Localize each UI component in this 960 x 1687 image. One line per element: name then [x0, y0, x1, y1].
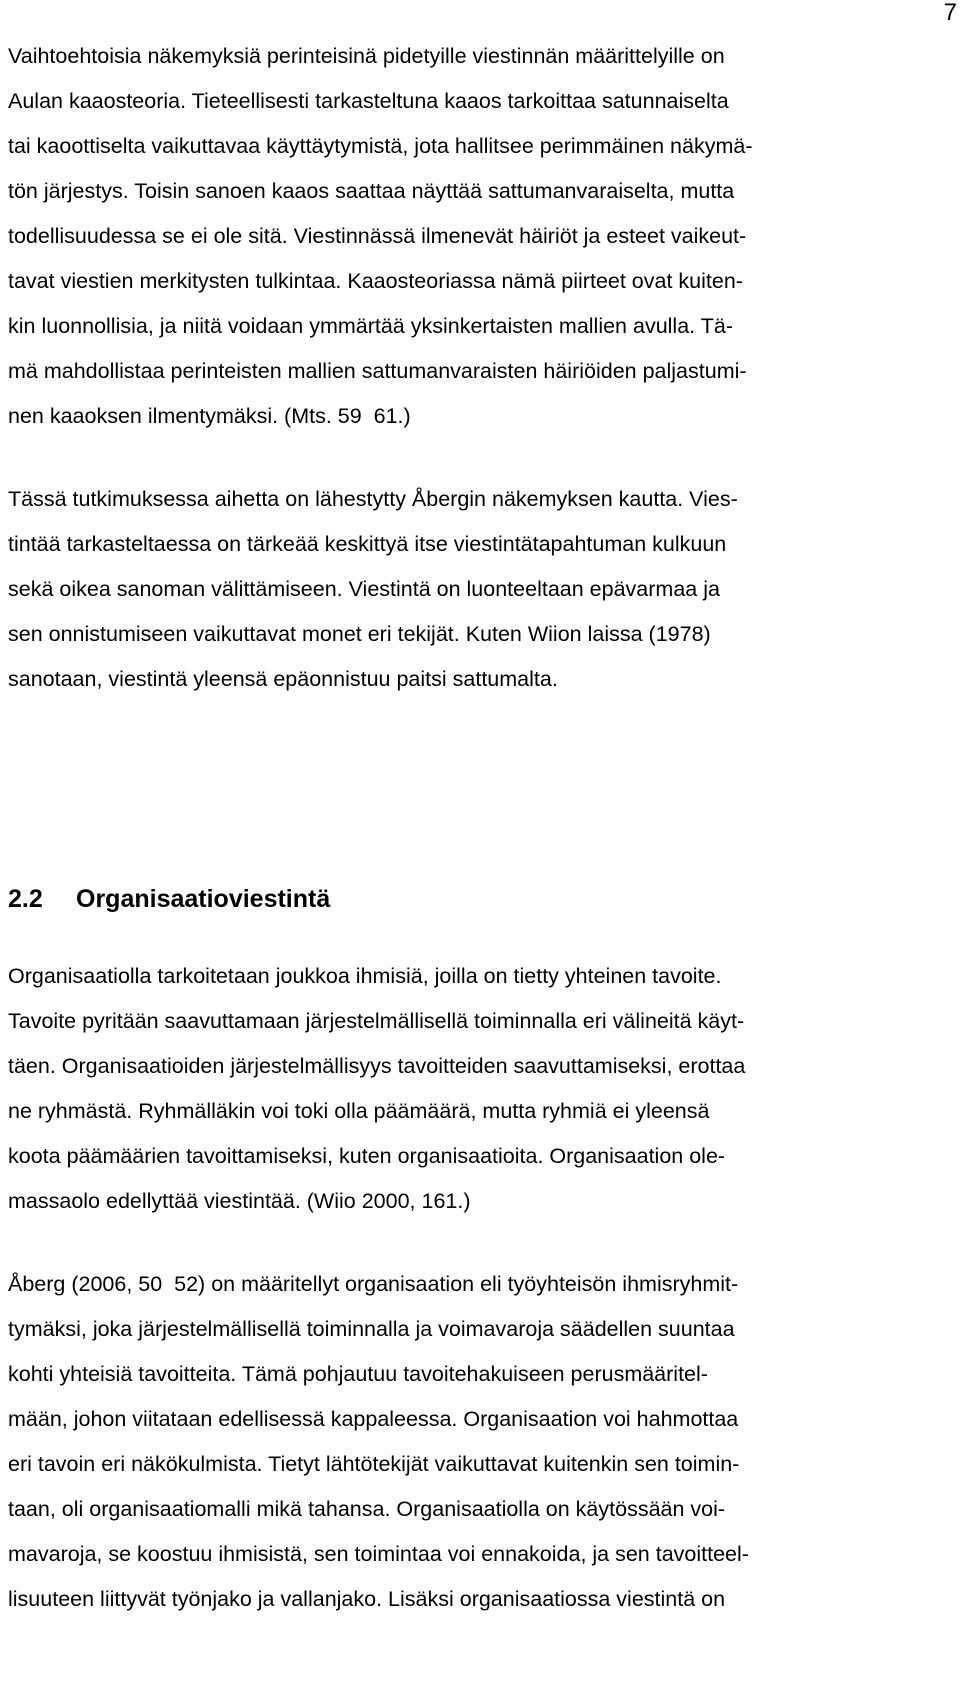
text-line: täen. Organisaatioiden järjestelmällisyys tavoitteiden saavuttamiseksi, erottaa	[8, 1054, 746, 1078]
text-line: Organisaatiolla tarkoitetaan joukkoa ihmisiä, joilla on tietty yhteinen tavoite.	[8, 964, 722, 988]
text-line: kohti yhteisiä tavoitteita. Tämä pohjautuu tavoitehakuiseen perusmääritel-	[8, 1362, 708, 1386]
text-line: koota päämäärien tavoittamiseksi, kuten organisaatioita. Organisaation ole-	[8, 1144, 726, 1168]
text-line: ne ryhmästä. Ryhmälläkin voi toki olla päämäärä, mutta ryhmiä ei yleensä	[8, 1099, 710, 1123]
text-line: tymäksi, joka järjestelmällisellä toiminnalla ja voimavaroja säädellen suuntaa	[8, 1317, 735, 1341]
text-line: tön järjestys. Toisin sanoen kaaos saattaa näyttää sattumanvaraiselta, mutta	[8, 179, 735, 203]
text-line: Tässä tutkimuksessa aihetta on lähestytty Åbergin näkemyksen kautta. Vies-	[8, 487, 738, 511]
section-number: 2.2	[8, 885, 43, 913]
text-line: mavaroja, se koostuu ihmisistä, sen toimintaa voi ennakoida, ja sen tavoitteel-	[8, 1542, 749, 1566]
text-line: sanotaan, viestintä yleensä epäonnistuu paitsi sattumalta.	[8, 667, 558, 691]
text-line: Vaihtoehtoisia näkemyksiä perinteisinä pidetyille viestinnän määrittelyille on	[8, 44, 725, 68]
text-line: todellisuudessa se ei ole sitä. Viestinnässä ilmenevät häiriöt ja esteet vaikeut-	[8, 224, 747, 248]
text-line: mään, johon viitataan edellisessä kappaleessa. Organisaation voi hahmottaa	[8, 1407, 739, 1431]
text-line: tintää tarkasteltaessa on tärkeää keskittyä itse viestintätapahtuman kulkuun	[8, 532, 727, 556]
section-title: Organisaatioviestintä	[76, 885, 331, 913]
text-line: taan, oli organisaatiomalli mikä tahansa. Organisaatiolla on käytössään voi-	[8, 1497, 726, 1521]
text-line: mä mahdollistaa perinteisten mallien sattumanvaraisten häiriöiden paljastumi-	[8, 359, 747, 383]
text-line: nen kaaoksen ilmentymäksi. (Mts. 59 61.)	[8, 404, 411, 428]
text-line: Åberg (2006, 50 52) on määritellyt organisaation eli työyhteisön ihmisryhmit-	[8, 1272, 739, 1296]
text-line: massaolo edellyttää viestintää. (Wiio 2000, 161.)	[8, 1189, 471, 1213]
page-number: 7	[943, 0, 957, 26]
text-line: sekä oikea sanoman välittämiseen. Viestintä on luonteeltaan epävarmaa ja	[8, 577, 720, 601]
text-line: sen onnistumiseen vaikuttavat monet eri tekijät. Kuten Wiion laissa (1978)	[8, 622, 711, 646]
text-line: tai kaoottiselta vaikuttavaa käyttäytymistä, jota hallitsee perimmäinen näkymä-	[8, 134, 753, 158]
section-heading	[8, 883, 330, 915]
text-line: tavat viestien merkitysten tulkintaa. Kaaosteoriassa nämä piirteet ovat kuiten-	[8, 269, 743, 293]
text-line: kin luonnollisia, ja niitä voidaan ymmärtää yksinkertaisten mallien avulla. Tä-	[8, 314, 733, 338]
text-line: Aulan kaaosteoria. Tieteellisesti tarkasteltuna kaaos tarkoittaa satunnaiselta	[8, 89, 729, 113]
text-line: eri tavoin eri näkökulmista. Tietyt lähtötekijät vaikuttavat kuitenkin sen toimin-	[8, 1452, 740, 1476]
text-line: Tavoite pyritään saavuttamaan järjestelmällisellä toiminnalla eri välineitä käyt-	[8, 1009, 745, 1033]
text-line: lisuuteen liittyvät työnjako ja vallanjako. Lisäksi organisaatiossa viestintä on	[8, 1587, 726, 1611]
